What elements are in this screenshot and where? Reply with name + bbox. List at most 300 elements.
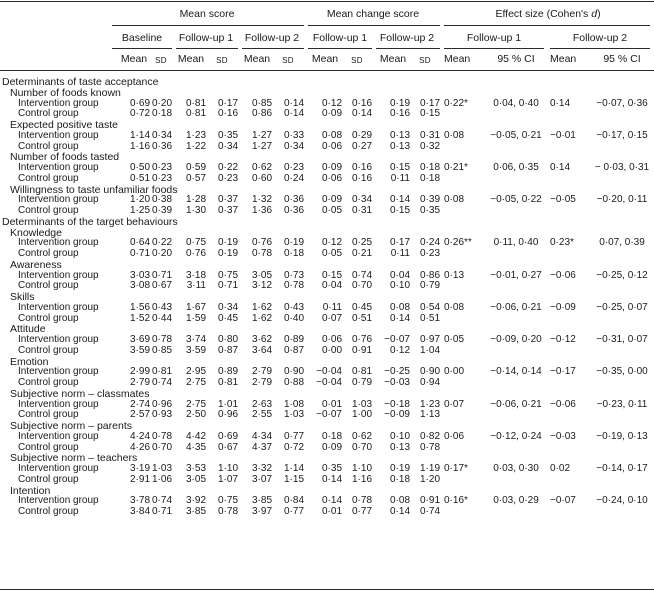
table-cell: 1·27: [251, 129, 272, 141]
table-cell: 0·25: [351, 237, 372, 249]
table-cell: 1·20: [419, 473, 440, 485]
table-cell: −0·01: [550, 129, 576, 141]
row-label: Intervention group: [18, 237, 99, 249]
table-cell: 0·16: [351, 172, 372, 184]
subheader-sd: SD: [155, 56, 167, 65]
table-cell: −0·12, 0·24: [490, 430, 542, 442]
table-cell: 0·31: [351, 205, 372, 216]
table-cell: 0·23: [151, 162, 172, 173]
table-cell: 0·06: [321, 172, 342, 184]
table-cell: 0·76: [251, 237, 272, 249]
subgroup-title: Knowledge: [10, 226, 62, 239]
table-cell: 1·03: [283, 409, 304, 421]
table-cell: −0·04: [316, 377, 342, 388]
table-cell: −0·01, 0·27: [490, 269, 542, 281]
table-cell: 0·09: [321, 441, 342, 453]
table-cell: 0·13: [389, 140, 410, 152]
table-cell: 0·09: [321, 108, 342, 120]
table-cell: 0·08: [444, 129, 465, 141]
table-cell: 0·81: [185, 97, 206, 109]
table-cell: 1·27: [251, 140, 272, 152]
table-cell: 0·82: [419, 430, 440, 442]
table-cell: 0·51: [129, 172, 150, 184]
table-cell: 0·02: [550, 463, 571, 474]
table-cell: 0·17: [389, 237, 410, 249]
table-cell: −0·24, 0·10: [596, 495, 648, 507]
table-cell: −0·06: [550, 398, 576, 410]
subheader-mean: Mean: [177, 53, 205, 65]
table-cell: 1·08: [283, 398, 304, 410]
subheader-sd: SD: [419, 56, 431, 65]
table-cell: 0·78: [283, 280, 304, 292]
table-cell: 0·05: [321, 248, 342, 259]
row-label: Intervention group: [18, 269, 99, 281]
table-cell: 1·14: [129, 129, 150, 141]
table-cell: 0·70: [151, 441, 172, 453]
table-cell: 2·74: [129, 398, 150, 410]
table-cell: 0·13: [389, 129, 410, 141]
table-cell: 1·07: [217, 473, 238, 485]
table-cell: 0·88: [283, 377, 304, 388]
subheader-mean: Mean: [379, 53, 407, 65]
table-cell: 0·22*: [444, 97, 468, 109]
table-cell: 0·96: [217, 409, 238, 421]
table-cell: −0·07: [550, 495, 576, 507]
section-title: Determinants of the target behaviours: [2, 215, 178, 228]
table-cell: 0·16*: [444, 495, 468, 507]
table-cell: 0·06, 0·35: [493, 162, 539, 173]
table-cell: 0·23: [283, 162, 304, 173]
table-cell: 3·85: [185, 506, 206, 517]
table-cell: 0·03, 0·30: [493, 463, 539, 474]
table-cell: −0·06: [550, 269, 576, 281]
table-cell: 0·14: [351, 108, 372, 120]
table-cell: 1·14: [283, 463, 304, 474]
row-label: Intervention group: [18, 495, 99, 507]
subgroup-title: Attitude: [10, 323, 46, 336]
table-cell: 0·08: [321, 129, 342, 141]
table-cell: 0·16: [389, 108, 410, 120]
table-cell: 0·34: [351, 194, 372, 206]
table-cell: 1·25: [129, 205, 150, 216]
table-cell: −0·07: [384, 334, 410, 345]
row-label: Control group: [18, 108, 79, 120]
table-cell: −0·31, 0·07: [596, 334, 648, 345]
table-cell: −0·17: [550, 366, 576, 378]
table-cell: 0·31: [419, 129, 440, 141]
row-label: Control group: [18, 441, 79, 453]
row-label: Control group: [18, 377, 79, 388]
table-cell: 0·10: [389, 280, 410, 292]
table-cell: 0·23: [151, 172, 172, 184]
table-cell: 0·17: [217, 97, 238, 109]
table-cell: 0·35: [321, 463, 342, 474]
table-cell: −0·17, 0·15: [596, 129, 648, 141]
table-cell: 0·67: [151, 280, 172, 292]
table-cell: 0·71: [151, 269, 172, 281]
table-cell: 0·14: [321, 473, 342, 485]
table-cell: 1·52: [129, 312, 150, 324]
row-label: Intervention group: [18, 162, 99, 173]
table-cell: 0·14: [283, 108, 304, 120]
table-cell: 0·19: [217, 237, 238, 249]
table-cell: 0·15: [389, 205, 410, 216]
table-cell: 0·05: [444, 334, 465, 345]
row-label: Control group: [18, 280, 79, 292]
table-cell: 0·06: [321, 334, 342, 345]
table-cell: 1·62: [251, 301, 272, 313]
table-cell: 0·81: [185, 108, 206, 120]
table-cell: 0·07: [321, 312, 342, 324]
table-cell: 3·18: [185, 269, 206, 281]
table-cell: 0·85: [251, 97, 272, 109]
table-cell: 0·62: [351, 430, 372, 442]
table-cell: 0·45: [351, 301, 372, 313]
table-cell: 0·44: [151, 312, 172, 324]
table-cell: 1·30: [185, 205, 206, 216]
table-cell: 0·03, 0·29: [493, 495, 539, 507]
table-cell: 0·34: [283, 140, 304, 152]
table-cell: 0·14: [321, 495, 342, 507]
subgroup-title: Intention: [10, 484, 51, 497]
table-cell: 2·79: [129, 377, 150, 388]
table-cell: 0·01: [321, 398, 342, 410]
table-cell: 1·03: [351, 398, 372, 410]
table-cell: 0·76: [351, 334, 372, 345]
table-cell: 0·05: [321, 205, 342, 216]
table-cell: 0·22: [151, 237, 172, 249]
header-mean-change-score: Mean change score: [326, 8, 420, 20]
row-label: Control group: [18, 248, 79, 259]
header-effect-follow-up-1: Follow-up 1: [466, 32, 522, 44]
change-fu1-underline: [308, 48, 372, 49]
table-cell: 0·34: [217, 140, 238, 152]
table-cell: 3·64: [251, 344, 272, 356]
row-label: Control group: [18, 409, 79, 421]
table-cell: 0·38: [151, 194, 172, 206]
table-cell: 3·74: [185, 334, 206, 345]
table-cell: 0·75: [217, 495, 238, 507]
table-cell: 3·84: [129, 506, 150, 517]
table-cell: 0·72: [129, 108, 150, 120]
table-cell: 0·54: [419, 301, 440, 313]
table-cell: 2·57: [129, 409, 150, 421]
row-label: Control group: [18, 205, 79, 216]
table-cell: −0·03: [550, 430, 576, 442]
table-cell: 1·23: [185, 129, 206, 141]
header-bottom-rule: [0, 70, 654, 71]
table-cell: 0·14: [550, 97, 571, 109]
table-cell: 0·12: [321, 97, 342, 109]
table-cell: 0·89: [217, 366, 238, 378]
table-cell: 3·59: [185, 344, 206, 356]
table-cell: −0·05: [550, 194, 576, 206]
table-cell: 2·79: [251, 366, 272, 378]
table-cell: 0·90: [419, 366, 440, 378]
table-cell: −0·19, 0·13: [596, 430, 648, 442]
table-cell: 0·20: [151, 97, 172, 109]
subheader-sd: SD: [351, 56, 363, 65]
table-cell: 0·62: [251, 162, 272, 173]
table-cell: 0·15: [321, 269, 342, 281]
table-cell: 0·36: [151, 140, 172, 152]
table-cell: 1·32: [251, 194, 272, 206]
table-cell: 0·91: [351, 344, 372, 356]
table-cell: 0·14: [389, 194, 410, 206]
table-cell: 1·23: [419, 398, 440, 410]
subgroup-title: Number of foods known: [10, 86, 121, 99]
table-cell: 1·16: [129, 140, 150, 152]
table-cell: 2·95: [185, 366, 206, 378]
table-cell: 0·36: [283, 194, 304, 206]
table-cell: 0·74: [419, 506, 440, 517]
table-cell: 0·76: [185, 248, 206, 259]
subgroup-title: Expected positive taste: [10, 119, 118, 131]
table-cell: 1·04: [419, 344, 440, 356]
table-cell: −0·07: [316, 409, 342, 421]
table-cell: 2·79: [251, 377, 272, 388]
row-label: Intervention group: [18, 430, 99, 442]
table-cell: 0·71: [151, 506, 172, 517]
table-cell: 0·23: [217, 172, 238, 184]
table-cell: 0·87: [283, 344, 304, 356]
table-cell: 0·18: [321, 430, 342, 442]
table-cell: 0·36: [283, 205, 304, 216]
header-effect-size: Effect size (Cohen's d): [495, 8, 601, 20]
table-cell: 4·24: [129, 430, 150, 442]
table-cell: 0·11, 0·40: [493, 237, 539, 249]
table-cell: 0·51: [419, 312, 440, 324]
subgroup-title: Subjective norm – teachers: [10, 452, 138, 465]
fu2-underline: [242, 48, 304, 49]
table-cell: 4·35: [185, 441, 206, 453]
table-cell: 0·12: [321, 237, 342, 249]
table-cell: 0·71: [217, 280, 238, 292]
subgroup-title: Emotion: [10, 355, 49, 368]
table-cell: 0·17*: [444, 463, 468, 474]
table-cell: 3·32: [251, 463, 272, 474]
row-label: Control group: [18, 344, 79, 356]
table-cell: 1·20: [129, 194, 150, 206]
table-cell: 0·43: [151, 301, 172, 313]
table-cell: 0·97: [419, 334, 440, 345]
table-cell: 0·14: [283, 97, 304, 109]
table-cell: 0·06: [321, 140, 342, 152]
table-cell: 0·18: [419, 172, 440, 184]
section-title: Determinants of taste acceptance: [2, 76, 159, 88]
table-cell: 0·87: [217, 344, 238, 356]
table-cell: 0·14: [550, 162, 571, 173]
table-cell: 0·86: [419, 269, 440, 281]
table-cell: 4·34: [251, 430, 272, 442]
table-cell: 1·06: [151, 473, 172, 485]
table-cell: 3·19: [129, 463, 150, 474]
table-cell: 0·23: [419, 248, 440, 259]
table-cell: 0·22: [217, 162, 238, 173]
table-cell: 0·10: [389, 430, 410, 442]
change-fu2-underline: [376, 48, 440, 49]
table-cell: 1·62: [251, 312, 272, 324]
table-cell: 0·78: [351, 495, 372, 507]
header-mean-change-underline: [308, 25, 440, 26]
table-cell: 0·19: [217, 248, 238, 259]
table-cell: 2·63: [251, 398, 272, 410]
table-cell: 0·39: [151, 205, 172, 216]
table-cell: 2·55: [251, 409, 272, 421]
table-cell: 0·15: [419, 108, 440, 120]
table-cell: 0·81: [217, 377, 238, 388]
table-cell: −0·20, 0·11: [596, 194, 648, 206]
table-cell: −0·09, 0·20: [490, 334, 542, 345]
table-cell: 0·08: [389, 301, 410, 313]
table-cell: 0·86: [251, 108, 272, 120]
table-cell: 0·24: [283, 172, 304, 184]
table-cell: 0·78: [419, 441, 440, 453]
table-cell: 4·42: [185, 430, 206, 442]
table-cell: 0·04: [389, 269, 410, 281]
table-cell: 0·19: [389, 463, 410, 474]
table-cell: 0·21*: [444, 162, 468, 173]
table-cell: 0·79: [351, 377, 372, 388]
table-cell: −0·35, 0·00: [596, 366, 648, 378]
table-cell: 1·59: [185, 312, 206, 324]
subgroup-title: Willingness to taste unfamiliar foods: [10, 183, 178, 196]
table-cell: 1·56: [129, 301, 150, 313]
subheader-mean: Mean: [550, 53, 577, 65]
subheader-sd: SD: [282, 56, 294, 65]
table-cell: 0·26**: [444, 237, 472, 249]
table-cell: 0·78: [217, 506, 238, 517]
table-cell: 3·05: [251, 269, 272, 281]
table-cell: 3·11: [186, 280, 206, 292]
table-cell: 0·74: [351, 269, 372, 281]
table-cell: 3·12: [251, 280, 272, 292]
table-cell: 0·35: [217, 129, 238, 141]
table-cell: 0·34: [151, 129, 172, 141]
table-cell: −0·05, 0·22: [490, 194, 542, 206]
row-label: Intervention group: [18, 463, 99, 474]
table-cell: −0·12: [550, 334, 576, 345]
table-cell: 0·13: [389, 441, 410, 453]
table-cell: 0·27: [351, 140, 372, 152]
table-cell: 0·75: [185, 237, 206, 249]
table-cell: 0·33: [283, 129, 304, 141]
table-cell: 0·00: [444, 366, 465, 378]
table-cell: 0·29: [351, 129, 372, 141]
table-cell: 0·60: [251, 172, 272, 184]
table-cell: 0·80: [217, 334, 238, 345]
subheader-mean: Mean: [311, 53, 339, 65]
table-cell: 0·81: [151, 366, 172, 378]
table-cell: −0·14, 0·14: [490, 366, 542, 378]
table-cell: 0·19: [283, 237, 304, 249]
table-cell: 0·11: [390, 172, 410, 184]
table-cell: 3·53: [185, 463, 206, 474]
table-cell: 0·37: [217, 205, 238, 216]
table-cell: 2·75: [185, 377, 206, 388]
table-cell: 4·37: [251, 441, 272, 453]
table-cell: 0·01: [321, 506, 342, 517]
effect-fu1-underline: [444, 48, 544, 49]
subheader-ci: 95 % CI: [497, 53, 535, 65]
table-cell: 0·72: [283, 441, 304, 453]
table-cell: −0·25, 0·07: [596, 301, 648, 313]
header-mean-score: Mean score: [179, 8, 235, 20]
table-cell: 0·07, 0·39: [599, 237, 645, 249]
table-cell: 0·16: [217, 108, 238, 120]
table-cell: 0·11: [390, 248, 410, 259]
table-cell: 0·77: [283, 430, 304, 442]
table-cell: 0·37: [217, 194, 238, 206]
table-cell: 2·91: [129, 473, 150, 485]
header-change-follow-up-1: Follow-up 1: [312, 32, 368, 44]
table-cell: 0·14: [389, 506, 410, 517]
table-cell: −0·09: [550, 301, 576, 313]
table-cell: 0·78: [251, 248, 272, 259]
table-cell: 1·19: [419, 463, 440, 474]
table-cell: 0·18: [389, 473, 410, 485]
table-cell: 0·78: [151, 430, 172, 442]
table-cell: 0·59: [185, 162, 206, 173]
table-cell: 3·59: [129, 344, 150, 356]
table-cell: 0·77: [351, 506, 372, 517]
effect-fu2-underline: [550, 48, 650, 49]
row-label: Intervention group: [18, 194, 99, 206]
table-cell: 0·32: [419, 140, 440, 152]
subgroup-title: Subjective norm – classmates: [10, 387, 150, 400]
table-cell: 0·40: [283, 312, 304, 324]
table-cell: 1·22: [185, 140, 206, 152]
row-label: Intervention group: [18, 366, 99, 378]
table-cell: 0·04: [321, 280, 342, 292]
table-cell: 0·07: [444, 398, 465, 410]
table-cell: 3·92: [185, 495, 206, 507]
table-cell: 0·12: [389, 344, 410, 356]
row-label: Control group: [18, 312, 79, 324]
table-cell: 1·10: [217, 463, 238, 474]
table-cell: 3·62: [251, 334, 272, 345]
header-change-follow-up-2: Follow-up 2: [379, 32, 435, 44]
table-cell: 0·74: [151, 377, 172, 388]
table-cell: 0·75: [217, 269, 238, 281]
table-cell: 3·08: [129, 280, 150, 292]
table-cell: 0·96: [151, 398, 172, 410]
table-cell: −0·04: [316, 366, 342, 378]
table-cell: 3·85: [251, 495, 272, 507]
table-cell: 0·51: [351, 312, 372, 324]
table-cell: 0·94: [419, 377, 440, 388]
table-cell: 2·50: [185, 409, 206, 421]
table-cell: 0·69: [217, 430, 238, 442]
table-cell: 1·03: [151, 463, 172, 474]
table-cell: 0·09: [321, 194, 342, 206]
table-cell: 0·14: [389, 312, 410, 324]
row-label: Intervention group: [18, 129, 99, 141]
table-cell: 2·75: [185, 398, 206, 410]
table-cell: −0·25: [384, 366, 410, 378]
table-cell: 0·70: [351, 280, 372, 292]
subheader-ci: 95 % CI: [603, 53, 641, 65]
table-cell: −0·06, 0·21: [490, 301, 542, 313]
row-label: Control group: [18, 172, 79, 184]
top-rule: [0, 1, 654, 2]
table-cell: 1·28: [185, 194, 206, 206]
row-label: Intervention group: [18, 334, 99, 345]
table-cell: 0·08: [444, 301, 465, 313]
table-cell: 3·07: [251, 473, 272, 485]
table-cell: 0·13: [444, 269, 465, 281]
row-label: Control group: [18, 473, 79, 485]
